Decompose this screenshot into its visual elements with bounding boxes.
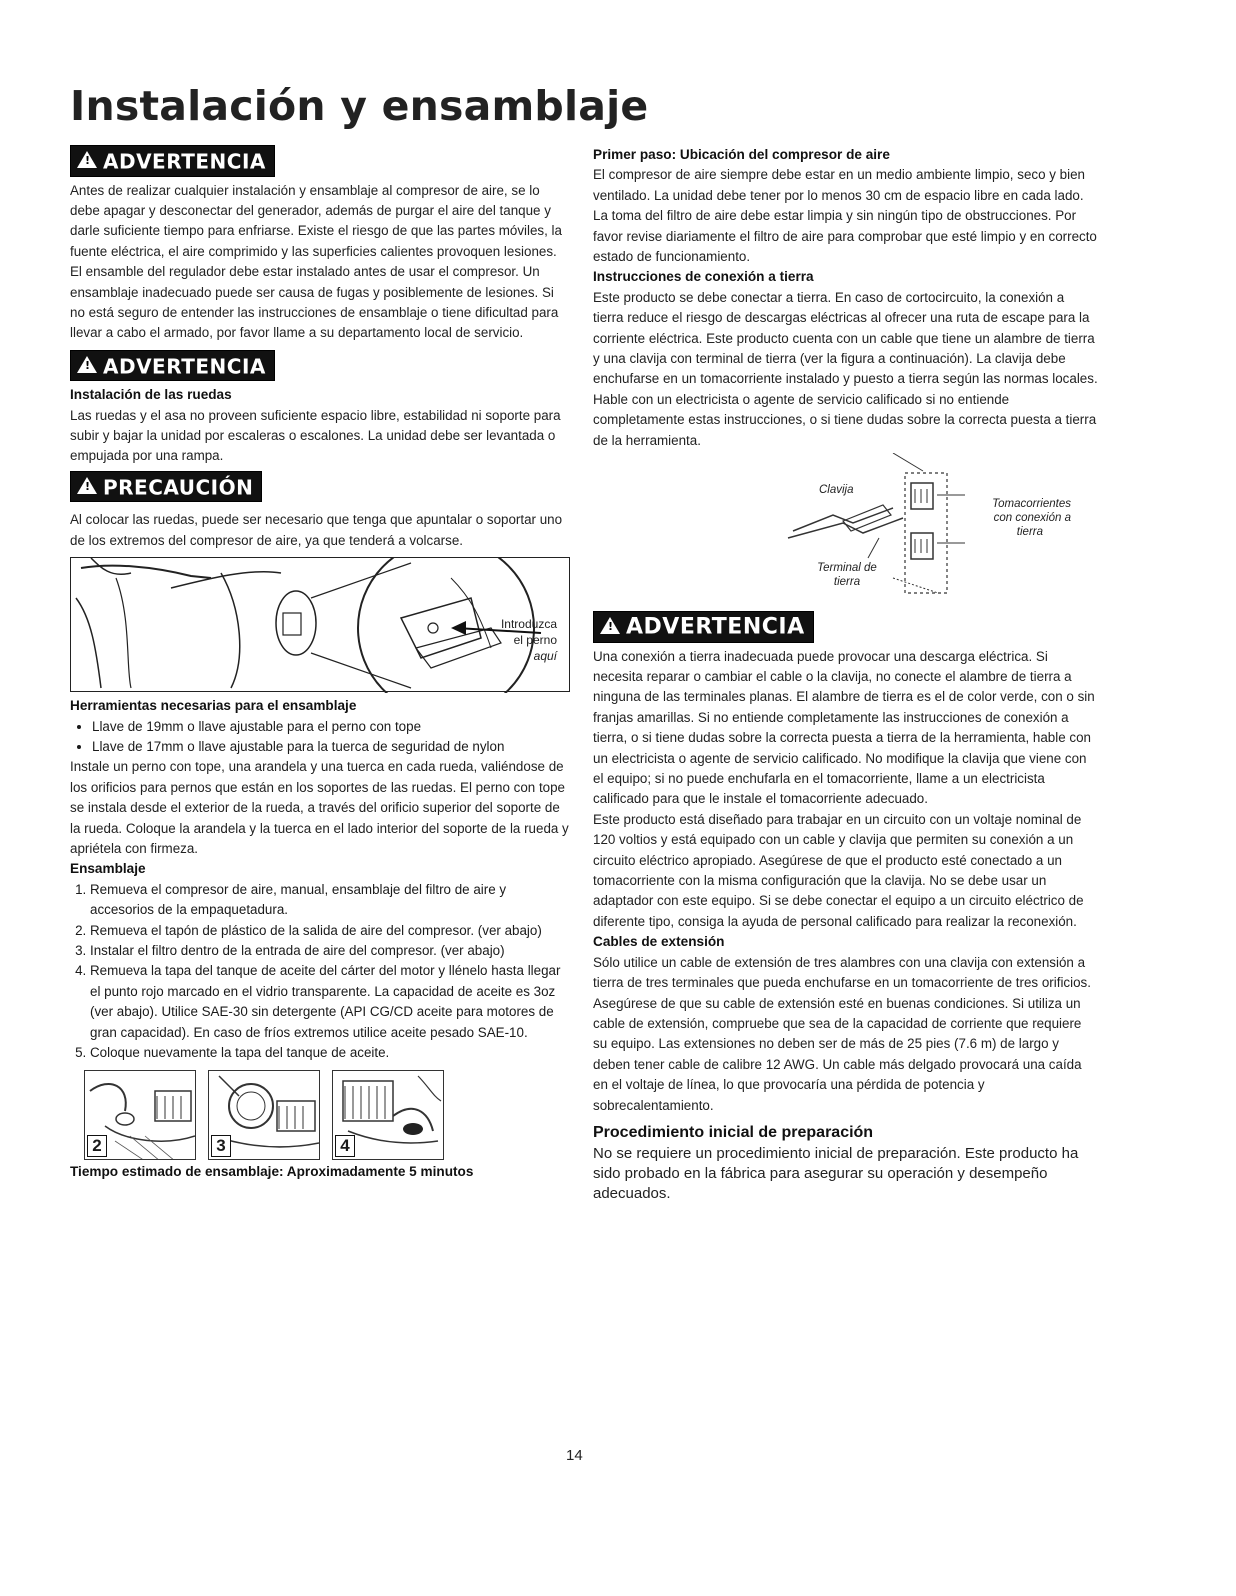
outlet-label: Tomacorrientes con conexión a tierra — [992, 498, 1071, 539]
list-item: 4. Remueva la tapa del tanque de aceite del cárter del motor y llénelo hasta llegar el punto rojo marcado en el vidrio transparente. La capacidad de aceite es 3oz (ver abajo). Utilice SAE-30 sin detergente (API CG/CD aceite para motores de gran capacidad). En caso de fríos extremos utilice aceite pesado SAE-10. — [90, 961, 570, 1043]
warning-1-text: Antes de realizar cualquier instalación y ensamblaje al compresor de aire, se lo debe apagar y desconectar del generador, además de purgar el aire del tanque y darle suficiente tiempo para enfriarse. Existe el riesgo de que las partes móviles, la fuente eléctrica, el aire comprimido y las superficies calientes provoquen lesiones. El ensamble del regulador debe estar instalado antes de usar el compresor. Un ensamblaje inadecuado puede ser causa de fugas y posiblemente de lesiones. Si no está seguro de entender las instrucciones de ensamblaje o tiene dificultad para llevar a cabo el armado, por favor llame a su departamento local de servicio. — [70, 182, 562, 341]
plug-label: Clavija — [819, 484, 854, 497]
list-item: 3. Instalar el filtro dentro de la entrada de aire del compresor. (ver abajo) — [90, 941, 570, 961]
caution-text: Al colocar las ruedas, puede ser necesario que tenga que apuntalar o soportar uno de los extremos del compresor de aire, ya que tenderá a volcarse. — [70, 512, 563, 548]
assembly-step-figures — [84, 1070, 444, 1160]
tools-heading: Herramientas necesarias para el ensamblaje — [70, 698, 357, 714]
warning-triangle-icon: ! — [77, 477, 97, 494]
page-number: 14 — [566, 1447, 583, 1464]
assembly-steps — [70, 880, 570, 1064]
tools-text: Instale un perno con tope, una arandela y una tuerca en cada rueda, valiéndose de los orificios para pernos que están en los soportes de las ruedas. El perno con tope se instala desde el exterior de la rueda, a través del orificio superior del soporte de la rueda. Coloque la arandela y la tuerca en el lado interior del soporte de la rueda y apriétela con firmeza. — [70, 759, 569, 857]
grounding-heading: Instrucciones de conexión a tierra — [593, 269, 814, 285]
right-column — [593, 145, 1098, 1204]
warning-3-text: Una conexión a tierra inadecuada puede provocar una descarga eléctrica. Si necesita reparar o cambiar el cable o la clavija, no conecte el alambre de tierra a ninguna de las terminales planas. El alambre de tierra es el de color verde, con o sin franjas amarillas. Si no entiende completamente las instrucciones de conexión a tierra, o si tiene dudas sobre la correcta puesta a tierra de la herramienta, hable con un electricista o agente de servicio calificado. No modifique la clavija que viene con el equipo; si no puede enchufarla en el tomacorriente, llame a un electricista calificado para que le instale el tomacorriente adecuado. — [593, 648, 1095, 807]
page-title: Instalación y ensamblaje — [70, 82, 649, 130]
warning-banner-1: ! ADVERTENCIA — [70, 145, 275, 177]
extension-heading: Cables de extensión — [593, 934, 725, 950]
step1-text: El compresor de aire siempre debe estar en un medio ambiente limpio, seco y bien ventilado. La unidad debe tener por lo menos 30 cm de espacio libre en cada lado. La toma del filtro de aire debe estar limpia y sin ningún tipo de obstrucciones. Por favor revise diariamente el filtro de aire para comprobar que esté limpio y en correcto estado de funcionamiento. — [593, 167, 1097, 265]
step-figure-2: 2 — [84, 1070, 196, 1160]
assembly-heading: Ensamblaje — [70, 861, 146, 877]
tools-list — [70, 717, 570, 758]
warning-triangle-icon: ! — [77, 356, 97, 373]
warning-triangle-icon: ! — [77, 151, 97, 168]
wheel-bolt-figure — [70, 557, 570, 692]
step1-heading: Primer paso: Ubicación del compresor de aire — [593, 147, 890, 162]
step-figure-3: 3 — [208, 1070, 320, 1160]
initial-procedure-text: No se requiere un procedimiento inicial de preparación. Este producto ha sido probado en la fábrica para asegurar su operación y desempeño adecuados. — [593, 1144, 1079, 1202]
assembly-time: Tiempo estimado de ensamblaje: Aproximadamente 5 minutos — [70, 1163, 474, 1179]
list-item: • Llave de 19mm o llave ajustable para el perno con tope — [92, 717, 570, 737]
warning-banner-3: ! ADVERTENCIA — [593, 611, 814, 643]
grounding-plug-figure — [593, 453, 1098, 601]
step-figure-4: 4 — [332, 1070, 444, 1160]
ground-terminal-label: Terminal de tierra — [817, 562, 877, 589]
wheels-warning-text: Las ruedas y el asa no proveen suficiente espacio libre, estabilidad ni soporte para subir y bajar la unidad por escaleras o escalones. La unidad debe ser levantada o empujada por una rampa. — [70, 407, 561, 464]
list-item: • Llave de 17mm o llave ajustable para la tuerca de seguridad de nylon — [92, 737, 570, 757]
list-item: 1. Remueva el compresor de aire, manual, ensamblaje del filtro de aire y accesorios de la empaquetadura. — [90, 880, 570, 921]
left-column — [70, 145, 570, 1182]
caution-banner: ! PRECAUCIÓN — [70, 471, 262, 503]
wheels-heading: Instalación de las ruedas — [70, 387, 232, 403]
list-item: 2. Remueva el tapón de plástico de la salida de aire del compresor. (ver abajo) — [90, 921, 570, 941]
voltage-text: Este producto está diseñado para trabajar en un circuito con un voltaje nominal de 120 voltios y está equipado con un cable y clavija que permiten su conexión a un circuito eléctrico apropiado. Asegúrese de que el producto esté conectado a un tomacorriente con la misma configuración que la clavija. No se debe usar un adaptador con este equipo. Si se debe conectar el equipo a un circuito eléctrico de diferente tipo, consiga la ayuda de personal calificado para realizar la reconexión. — [593, 811, 1084, 929]
wheel-bolt-illustration — [71, 558, 571, 693]
extension-text: Sólo utilice un cable de extensión de tres alambres con una clavija con extensión a tierra de tres terminales que pueda enchufarse en un tomacorriente de tres orificios. Asegúrese de que su cable de extensión esté en buenas condiciones. Si utiliza un cable de extensión, compruebe que sea de la capacidad de corriente que requiere su equipo. Las extensiones no deben ser de más de 25 pies (7.6 m) de largo y deben tener cable de calibre 12 AWG. Un cable más delgado provocará una caída en el voltaje de línea, lo que provocaría una pérdida de potencia y sobrecalentamiento. — [593, 954, 1091, 1113]
list-item: 5. Coloque nuevamente la tapa del tanque de aceite. — [90, 1043, 570, 1063]
warning-banner-2: ! ADVERTENCIA — [70, 350, 275, 382]
initial-procedure-heading: Procedimiento inicial de preparación — [593, 1123, 874, 1141]
grounding-text: Este producto se debe conectar a tierra. En caso de cortocircuito, la conexión a tierra reduce el riesgo de descargas eléctricas al ofrecer una ruta de escape para la corriente eléctrica. Este producto cuenta con un cable que tiene un alambre de tierra y una clavija con terminal de tierra (ver la figura a continuación). La clavija debe enchufarse en un tomacorriente instalado y puesto a tierra según las normas locales. Hable con un electricista o agente de servicio calificado si no entiende completamente estas instrucciones, o si tiene dudas sobre la correcta puesta a tierra de la herramienta. — [593, 289, 1098, 448]
warning-triangle-icon: ! — [600, 617, 620, 634]
wheel-figure-label: Introduzca el perno aquí — [500, 617, 557, 664]
